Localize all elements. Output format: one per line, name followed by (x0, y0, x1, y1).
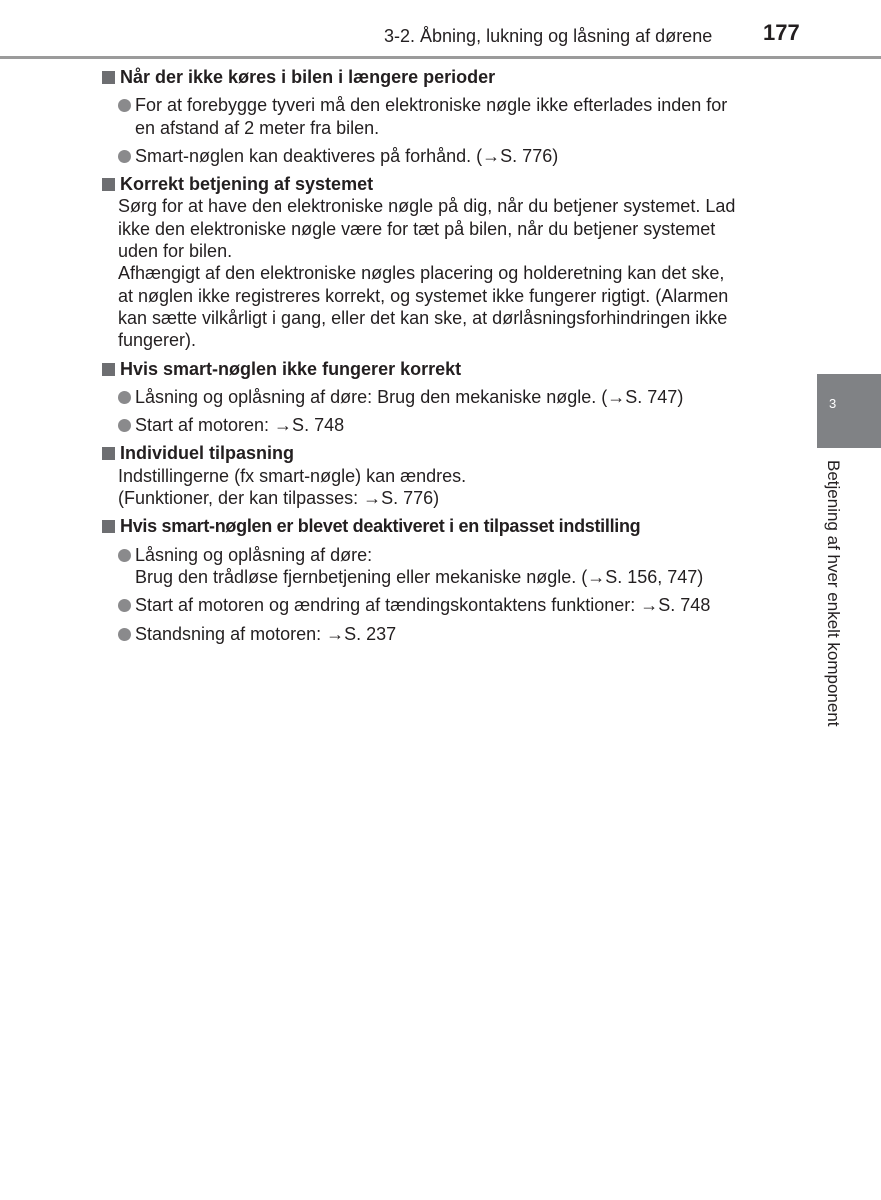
circle-bullet-icon (118, 599, 131, 612)
main-content (100, 66, 790, 651)
list-item (118, 544, 790, 589)
list-item (118, 386, 790, 408)
body-line: fungerer). (118, 330, 197, 351)
section-customization (100, 442, 790, 509)
section-key-deactivated (100, 515, 790, 644)
circle-bullet-icon (118, 150, 131, 163)
list-item-line: Låsning og oplåsning af døre: Brug den mekaniske nøgle. (→S. 747) (135, 386, 684, 407)
square-bullet-icon (102, 520, 115, 533)
list-item-line: Brug den trådløse fjernbetjening eller mekaniske nøgle. (→S. 156, 747) (135, 566, 704, 587)
section-heading-text: Korrekt betjening af systemet (120, 174, 374, 195)
list-item-line: For at forebygge tyveri må den elektroniske nøgle ikke efterlades inden for (135, 95, 728, 116)
circle-bullet-icon (118, 549, 131, 562)
chapter-tab (817, 374, 881, 448)
section-heading (100, 358, 790, 380)
list-item-line: Låsning og oplåsning af døre: (135, 544, 373, 565)
circle-bullet-icon (118, 419, 131, 432)
list-item-line: Start af motoren: →S. 748 (135, 415, 345, 436)
section-heading-text: Individuel tilpasning (120, 443, 295, 464)
body-line: at nøglen ikke registreres korrekt, og systemet ikke fungerer rigtigt. (Alarmen (118, 285, 729, 306)
list-item (118, 594, 790, 616)
chapter-tab-label: Betjening af hver enkelt komponent (824, 460, 843, 727)
chapter-title: 3-2. Åbning, lukning og låsning af dørene (384, 26, 713, 46)
square-bullet-icon (102, 71, 115, 84)
section-body (118, 465, 790, 510)
square-bullet-icon (102, 363, 115, 376)
list-item-line: en afstand af 2 meter fra bilen. (135, 117, 380, 138)
section-heading (100, 66, 790, 88)
section-heading (100, 515, 790, 537)
page-number: 177 (763, 20, 800, 45)
chapter-tab-number: 3 (829, 396, 837, 411)
square-bullet-icon (102, 178, 115, 191)
list-item-line: Smart-nøglen kan deaktiveres på forhånd. (→S. 776) (135, 145, 559, 166)
section-body (118, 195, 790, 351)
circle-bullet-icon (118, 99, 131, 112)
list-item (118, 623, 790, 645)
section-heading-text: Når der ikke køres i bilen i længere perioder (120, 67, 496, 87)
list-item (118, 94, 790, 139)
square-bullet-icon (102, 447, 115, 460)
list-item-line: Standsning af motoren: →S. 237 (135, 623, 397, 644)
body-line: (Funktioner, der kan tilpasses: →S. 776) (118, 488, 440, 509)
section-long-periods (100, 66, 790, 167)
header-divider (0, 56, 881, 59)
list-item-line: Start af motoren og ændring af tændingskontaktens funktioner: →S. 748 (135, 595, 711, 616)
body-line: ikke den elektroniske nøgle være for tæt på bilen, når du betjener systemet (118, 218, 716, 239)
body-line: Indstillingerne (fx smart-nøgle) kan ændres. (118, 465, 467, 486)
section-key-malfunction (100, 358, 790, 437)
body-line: kan sætte vilkårligt i gang, eller det kan ske, at dørlåsningsforhindringen ikke (118, 307, 728, 328)
body-line: uden for bilen. (118, 241, 233, 262)
body-line: Sørg for at have den elektroniske nøgle på dig, når du betjener systemet. Lad (118, 196, 736, 217)
section-heading-text: Hvis smart-nøglen ikke fungerer korrekt (120, 358, 462, 379)
section-correct-operation (100, 173, 790, 351)
body-line: Afhængigt af den elektroniske nøgles placering og holderetning kan det ske, (118, 263, 725, 284)
circle-bullet-icon (118, 391, 131, 404)
section-heading-text: Hvis smart-nøglen er blevet deaktiveret i en tilpasset indstilling (120, 516, 641, 537)
circle-bullet-icon (118, 628, 131, 641)
section-heading (100, 173, 790, 195)
list-item (118, 414, 790, 436)
list-item (118, 145, 790, 167)
section-heading (100, 442, 790, 464)
